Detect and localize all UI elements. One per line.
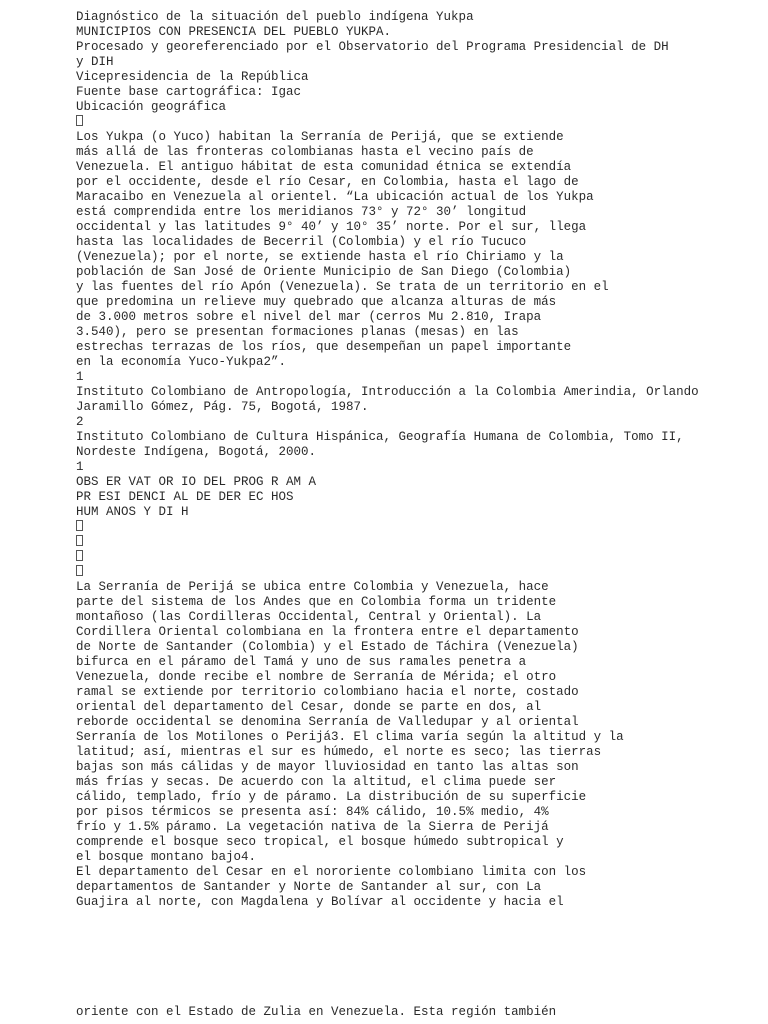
text-line: el bosque montano bajo4. [76,850,257,864]
text-line: por pisos térmicos se presenta así: 84% cálido, 10.5% medio, 4% [76,805,549,819]
text-line: de Norte de Santander (Colombia) y el Estado de Táchira (Venezuela) [76,640,579,654]
text-line: Instituto Colombiano de Cultura Hispánica, Geografía Humana de Colombia, Tomo II, [76,430,684,444]
text-line: estrechas terrazas de los ríos, que desempeñan un papel importante [76,340,572,354]
text-line [76,115,756,130]
text-line [76,520,756,535]
missing-glyph-icon [76,550,83,561]
text-line: Maracaibo en Venezuela al orientel. “La ubicación actual de los Yukpa [76,190,594,204]
missing-glyph-icon [76,115,83,126]
text-line: más frías y secas. De acuerdo con la altitud, el clima puede ser [76,775,557,789]
text-line: oriental del departamento del Cesar, donde se parte en dos, al [76,700,542,714]
text-line: OBS ER VAT OR IO DEL PROG R AM A [76,475,317,489]
text-line: occidental y las latitudes 9° 40’ y 10° 35’ norte. Por el sur, llega [76,220,587,234]
missing-glyph-icon [76,565,83,576]
text-line: Instituto Colombiano de Antropología, Introducción a la Colombia Amerindia, Orlando [76,385,699,399]
text-line: cálido, templado, frío y de páramo. La distribución de su superficie [76,790,587,804]
text-line: Venezuela. El antiguo hábitat de esta comunidad étnica se extendía [76,160,572,174]
text-line: Vicepresidencia de la República [76,70,309,84]
text-line: Ubicación geográfica [76,100,227,114]
text-line: La Serranía de Perijá se ubica entre Colombia y Venezuela, hace [76,580,549,594]
text-line: Guajira al norte, con Magdalena y Bolívar al occidente y hacia el [76,895,564,909]
text-line: reborde occidental se denomina Serranía de Valledupar y al oriental [76,715,579,729]
text-line: de 3.000 metros sobre el nivel del mar (cerros Mu 2.810, Irapa [76,310,542,324]
text-line: latitud; así, mientras el sur es húmedo, el norte es seco; las tierras [76,745,602,759]
page-bottom-line: oriente con el Estado de Zulia en Venezuela. Esta región también [76,1005,557,1019]
missing-glyph-icon [76,520,83,531]
text-line: comprende el bosque seco tropical, el bosque húmedo subtropical y [76,835,564,849]
text-line: y DIH [76,55,114,69]
text-line: que predomina un relieve muy quebrado que alcanza alturas de más [76,295,557,309]
text-line: ramal se extiende por territorio colombiano hacia el norte, costado [76,685,579,699]
document-text [76,10,756,910]
text-line: está comprendida entre los meridianos 73° y 72° 30’ longitud [76,205,527,219]
text-line: Diagnóstico de la situación del pueblo indígena Yukpa [76,10,474,24]
text-line: bajas son más cálidas y de mayor lluviosidad en tanto las altas son [76,760,579,774]
text-line: PR ESI DENCI AL DE DER EC HOS [76,490,294,504]
text-line: MUNICIPIOS CON PRESENCIA DEL PUEBLO YUKPA. [76,25,392,39]
text-line: montañoso (las Cordilleras Occidental, Central y Oriental). La [76,610,542,624]
text-line: Cordillera Oriental colombiana en la frontera entre el departamento [76,625,579,639]
text-line: bifurca en el páramo del Tamá y uno de sus ramales penetra a [76,655,527,669]
text-line: en la economía Yuco-Yukpa2”. [76,355,287,369]
text-line [76,535,756,550]
text-line: Los Yukpa (o Yuco) habitan la Serranía de Perijá, que se extiende [76,130,564,144]
text-line: Jaramillo Gómez, Pág. 75, Bogotá, 1987. [76,400,369,414]
text-line: 2 [76,415,84,429]
text-line [76,565,756,580]
text-line [76,550,756,565]
text-line: hasta las localidades de Becerril (Colombia) y el río Tucuco [76,235,527,249]
text-line: departamentos de Santander y Norte de Santander al sur, con La [76,880,542,894]
text-line: por el occidente, desde el río Cesar, en Colombia, hasta el lago de [76,175,579,189]
text-line: HUM ANOS Y DI H [76,505,189,519]
text-line: más allá de las fronteras colombianas hasta el vecino país de [76,145,534,159]
text-line: Procesado y georeferenciado por el Observatorio del Programa Presidencial de DH [76,40,669,54]
text-line: población de San José de Oriente Municipio de San Diego (Colombia) [76,265,572,279]
missing-glyph-icon [76,535,83,546]
text-line: 1 [76,370,84,384]
text-line: Venezuela, donde recibe el nombre de Serranía de Mérida; el otro [76,670,557,684]
text-line: 3.540), pero se presentan formaciones planas (mesas) en las [76,325,519,339]
text-line: (Venezuela); por el norte, se extiende hasta el río Chiriamo y la [76,250,564,264]
text-line: y las fuentes del río Apón (Venezuela). Se trata de un territorio en el [76,280,609,294]
text-line: parte del sistema de los Andes que en Colombia forma un tridente [76,595,557,609]
text-line: El departamento del Cesar en el nororiente colombiano limita con los [76,865,587,879]
text-line: Serranía de los Motilones o Perijá3. El clima varía según la altitud y la [76,730,624,744]
text-line: 1 [76,460,84,474]
text-line: frío y 1.5% páramo. La vegetación nativa de la Sierra de Perijá [76,820,549,834]
text-line: Fuente base cartográfica: Igac [76,85,302,99]
text-line: Nordeste Indígena, Bogotá, 2000. [76,445,317,459]
